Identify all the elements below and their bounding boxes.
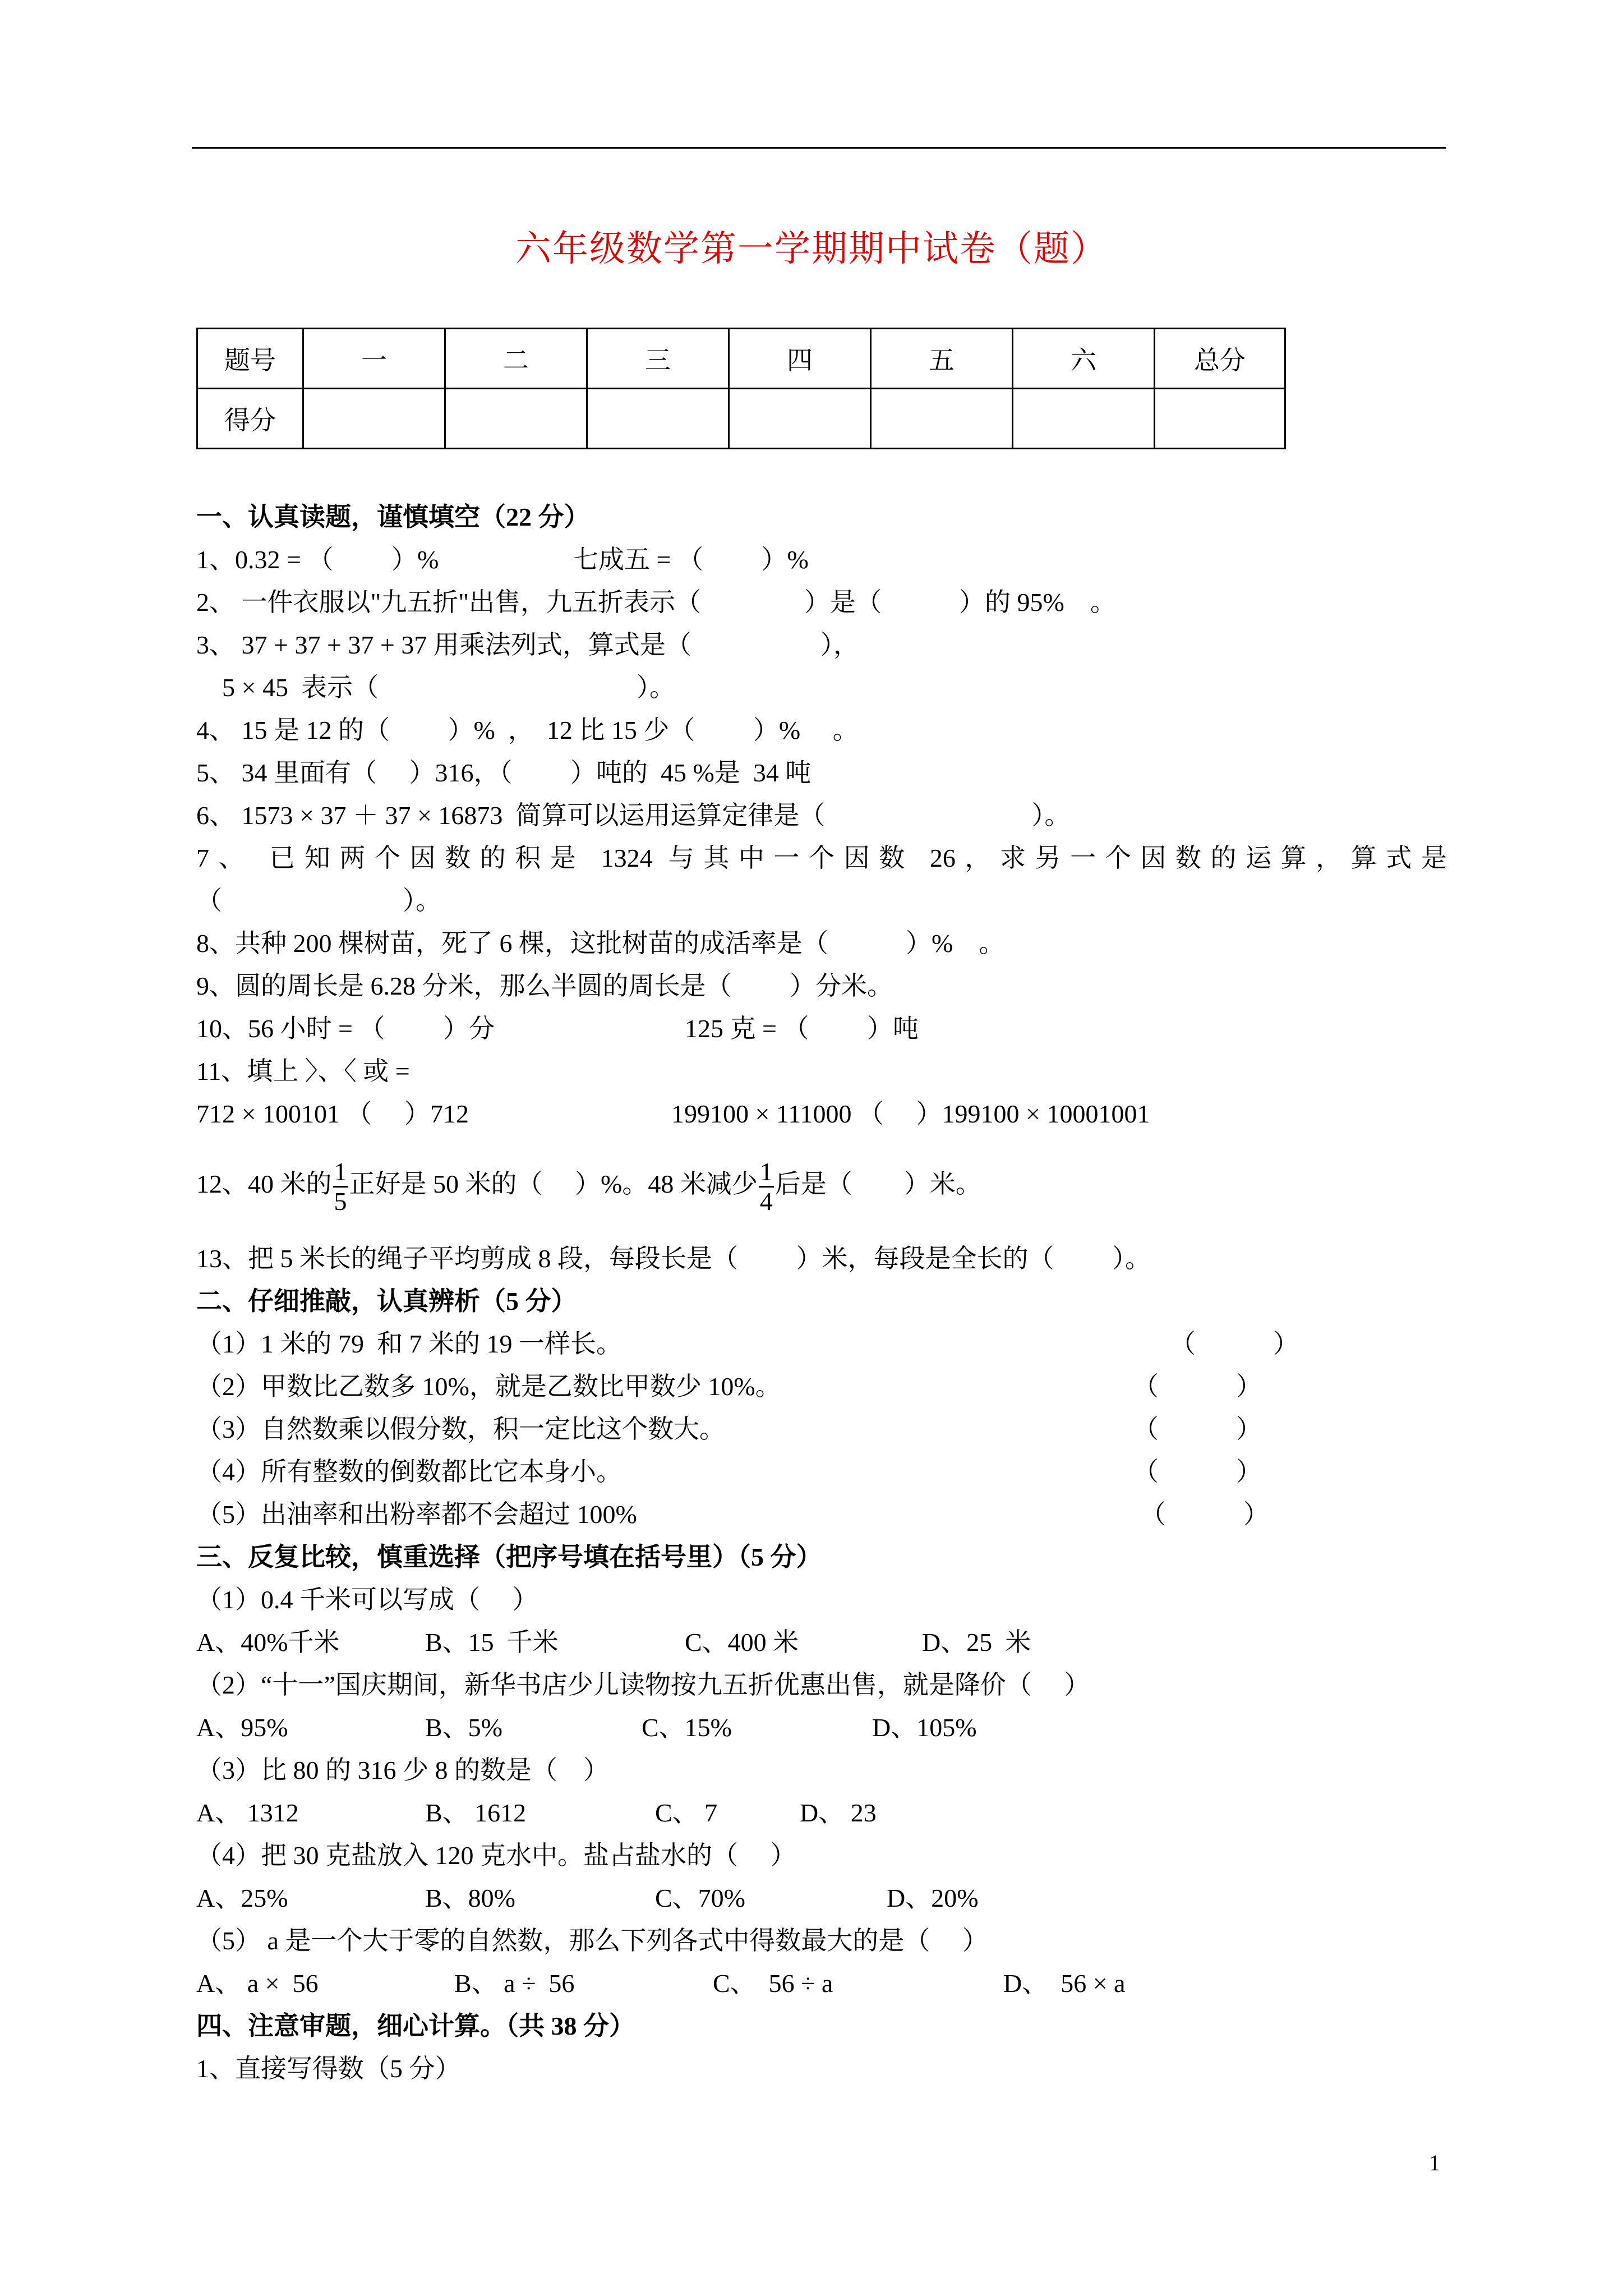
- answer-box[interactable]: （ ）: [1170, 1329, 1299, 1358]
- score-cell[interactable]: [587, 389, 729, 449]
- fraction-one-quarter: [759, 1158, 774, 1216]
- choice-options: [196, 1877, 1447, 1920]
- question-10b: 125 克 = （ ）吨: [685, 1014, 919, 1043]
- option-d[interactable]: D、105%: [872, 1713, 977, 1742]
- judge-text: （5）出油率和出粉率都不会超过 100%: [196, 1500, 637, 1529]
- option-b[interactable]: B、80%: [425, 1884, 515, 1912]
- choice-options: [196, 1962, 1447, 2005]
- option-b[interactable]: B、 1612: [425, 1798, 527, 1827]
- judge-item: [196, 1323, 1447, 1365]
- table-header-cell: 三: [587, 329, 729, 389]
- row-label: 得分: [197, 389, 303, 449]
- question-10a: 10、56 小时 = （ ）分: [196, 1014, 495, 1043]
- table-header-cell: 二: [445, 329, 587, 389]
- question-12-part2: 正好是 50 米的（ ）%。48 米减少: [349, 1170, 758, 1199]
- score-cell[interactable]: [1155, 389, 1285, 449]
- option-b[interactable]: B、5%: [425, 1713, 502, 1742]
- fraction-one-fifth: [333, 1158, 348, 1216]
- score-cell[interactable]: [871, 389, 1013, 449]
- judge-text: （2）甲数比乙数多 10%，就是乙数比甲数少 10%。: [196, 1372, 781, 1401]
- option-a[interactable]: A、25%: [196, 1884, 288, 1912]
- question-2: 2、 一件衣服以"九五折"出售，九五折表示（ ）是（ ）的 95% 。: [196, 588, 1116, 616]
- option-c[interactable]: C、15%: [642, 1713, 732, 1742]
- judge-text: （4）所有整数的倒数都比它本身小。: [196, 1457, 622, 1486]
- option-c[interactable]: C、 56 ÷ a: [713, 1969, 833, 1998]
- answer-box[interactable]: （ ）: [1133, 1457, 1262, 1486]
- score-table: [196, 328, 1286, 449]
- judge-item: [196, 1451, 1447, 1493]
- question-1a: 1、0.32 = （ ）%: [196, 545, 439, 574]
- table-header-cell: 五: [871, 329, 1013, 389]
- question-7b: （ ）。: [196, 886, 441, 915]
- section-1-heading: 一、认真读题，谨慎填空（22 分）: [196, 503, 590, 531]
- comparison-1: 712 × 100101 （ ）712: [196, 1099, 469, 1128]
- denominator: 5: [334, 1187, 347, 1216]
- table-header-cell: 题号: [197, 329, 303, 389]
- question-11: 11、填上 〉、〈 或 =: [196, 1057, 410, 1085]
- question-3a: 3、 37 + 37 + 37 + 37 用乘法列式，算式是（ ），: [196, 631, 859, 659]
- option-b[interactable]: B、 a ÷ 56: [454, 1969, 575, 1998]
- table-header-cell: 总分: [1155, 329, 1285, 389]
- choice-question: （3）比 80 的 316 少 8 的数是（ ）: [196, 1756, 609, 1784]
- answer-box[interactable]: （ ）: [1133, 1415, 1262, 1443]
- judge-text: （1）1 米的 79 和 7 米的 19 一样长。: [196, 1329, 622, 1358]
- question-12-part3: 后是（ ）米。: [774, 1170, 981, 1199]
- question-12-part1: 12、40 米的: [196, 1170, 332, 1199]
- table-row: [197, 389, 1285, 449]
- option-d[interactable]: D、 56 × a: [1003, 1969, 1126, 1998]
- option-d[interactable]: D、20%: [887, 1884, 979, 1912]
- judge-item: [196, 1408, 1447, 1451]
- answer-box[interactable]: （ ）: [1140, 1500, 1269, 1529]
- option-c[interactable]: C、 7: [655, 1798, 718, 1827]
- section-3-heading: 三、反复比较，慎重选择（把序号填在括号里）（5 分）: [196, 1543, 822, 1571]
- denominator: 4: [759, 1187, 773, 1216]
- question-1: [196, 539, 1447, 581]
- header-rule: [192, 147, 1446, 149]
- question-9: 9、圆的周长是 6.28 分米，那么半圆的周长是（ ）分米。: [196, 972, 893, 1000]
- option-a[interactable]: A、95%: [196, 1713, 288, 1742]
- question-5: 5、 34 里面有（ ）316，（ ）吨的 45 %是 34 吨: [196, 758, 811, 787]
- score-cell[interactable]: [303, 389, 445, 449]
- question-12: [196, 1135, 1447, 1237]
- choice-question: （5） a 是一个大于零的自然数，那么下列各式中得数最大的是（ ）: [196, 1926, 988, 1955]
- table-header-cell: 一: [303, 329, 445, 389]
- question-13: 13、把 5 米长的绳子平均剪成 8 段，每段长是（ ）米，每段是全长的（ ）。: [196, 1244, 1151, 1273]
- choice-options: [196, 1621, 1447, 1664]
- option-d[interactable]: D、 23: [800, 1798, 877, 1827]
- exam-body: [196, 496, 1447, 2090]
- question-6: 6、 1573 × 37 ＋ 37 × 16873 简算可以运用运算定律是（ ）。: [196, 801, 1071, 830]
- question-4: 4、 15 是 12 的（ ）% ， 12 比 15 少（ ）% 。: [196, 716, 859, 744]
- judge-item: [196, 1493, 1447, 1536]
- option-b[interactable]: B、15 千米: [425, 1628, 559, 1657]
- answer-box[interactable]: （ ）: [1133, 1372, 1262, 1401]
- score-cell[interactable]: [729, 389, 871, 449]
- section-4-heading: 四、注意审题，细心计算。（共 38 分）: [196, 2012, 635, 2040]
- numerator: 1: [333, 1158, 348, 1188]
- judge-item: [196, 1365, 1447, 1408]
- question-10: [196, 1007, 1447, 1050]
- choice-question: （1）0.4 千米可以写成（ ）: [196, 1585, 538, 1614]
- option-c[interactable]: C、70%: [655, 1884, 745, 1912]
- numerator: 1: [759, 1158, 774, 1188]
- option-a[interactable]: A、 a × 56: [196, 1969, 319, 1998]
- question-1b: 七成五 = （ ）%: [573, 545, 809, 574]
- comparison-2: 199100 × 111000 （ ）199100 × 10001001: [671, 1099, 1150, 1128]
- option-c[interactable]: C、400 米: [685, 1628, 799, 1657]
- question-11-comparisons: [196, 1093, 1447, 1135]
- score-cell[interactable]: [445, 389, 587, 449]
- option-d[interactable]: D、25 米: [922, 1628, 1031, 1657]
- option-a[interactable]: A、 1312: [196, 1798, 299, 1827]
- table-header-cell: 六: [1013, 329, 1155, 389]
- judge-text: （3）自然数乘以假分数，积一定比这个数大。: [196, 1415, 725, 1443]
- question-3b: 5 × 45 表示（ ）。: [196, 673, 675, 702]
- section-2-heading: 二、仔细推敲，认真辨析（5 分）: [196, 1287, 577, 1315]
- table-header-cell: 四: [729, 329, 871, 389]
- choice-options: [196, 1706, 1447, 1749]
- option-a[interactable]: A、40%千米: [196, 1628, 340, 1657]
- question-8: 8、共种 200 棵树苗，死了 6 棵，这批树苗的成活率是（ ）% 。: [196, 929, 1005, 958]
- choice-question: （2）“十一”国庆期间，新华书店少儿读物按九五折优惠出售，就是降价（ ）: [196, 1671, 1090, 1699]
- page-title: 六年级数学第一学期期中试卷（题）: [515, 229, 1108, 269]
- choice-options: [196, 1792, 1447, 1834]
- choice-question: （4）把 30 克盐放入 120 克水中。盐占盐水的（ ）: [196, 1841, 796, 1870]
- section-4-question-1: 1、直接写得数（5 分）: [196, 2054, 461, 2083]
- score-cell[interactable]: [1013, 389, 1155, 449]
- question-7a: 7、 已知两个因数的积是 1324 与其中一个因数 26，求另一个因数的运算，算式是: [196, 844, 1447, 872]
- table-row: [197, 329, 1285, 389]
- page-number: 1: [1429, 2150, 1440, 2175]
